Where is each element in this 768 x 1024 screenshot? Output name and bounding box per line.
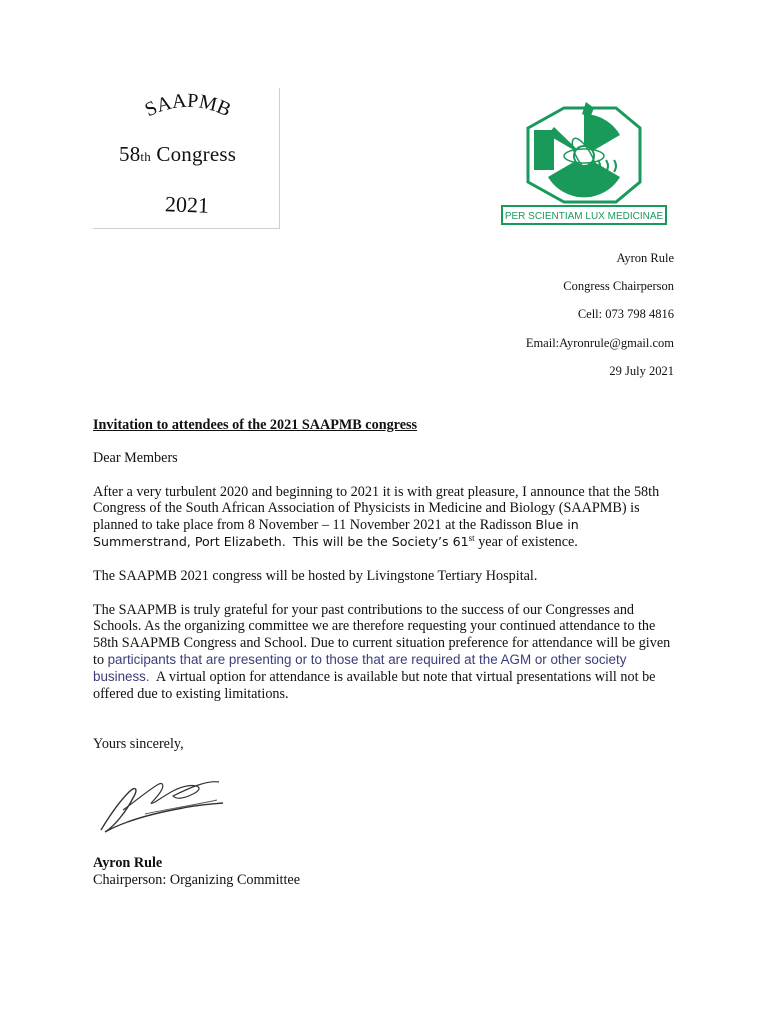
congress-word: Congress	[156, 142, 237, 166]
paragraph-3	[93, 602, 678, 703]
emblem-block	[534, 130, 554, 170]
ordinal-suffix: st	[468, 532, 475, 543]
congress-suffix: th	[140, 149, 151, 164]
congress-logo	[93, 88, 280, 229]
sender-cell: Cell: 073 798 4816	[577, 307, 674, 322]
paragraph-1	[93, 484, 678, 551]
paragraph-2: The SAAPMB 2021 congress will be hosted by Livingstone Tertiary Hospital.	[93, 567, 538, 584]
signer-block	[93, 855, 300, 889]
arc-title-graphic	[93, 88, 279, 148]
paragraph-3-highlight: participants that are presenting or to those that are required at the AGM or other society business.	[93, 651, 627, 684]
congress-title	[119, 142, 236, 167]
salutation: Dear Members	[93, 449, 178, 466]
sender-block	[526, 244, 674, 385]
sender-name: Ayron Rule	[616, 251, 674, 265]
letter-subject: Invitation to attendees of the 2021 SAAPMB congress	[93, 417, 418, 433]
sender-email: Email:Ayronrule@gmail.com	[525, 335, 674, 350]
signer-name: Ayron Rule	[93, 855, 163, 871]
signer-role: Chairperson: Organizing Committee	[93, 872, 300, 888]
paragraph-3-text-b: A virtual option for attendance is available but note that virtual presentations will not be offered due to existing limitations.	[93, 668, 656, 702]
emblem-motto: PER SCIENTIAM LUX MEDICINAE	[504, 211, 664, 222]
letter-date: 29 July 2021	[609, 363, 674, 378]
arc-title-text	[142, 90, 234, 122]
arc-title: SAAPMB	[141, 89, 235, 122]
paragraph-1-venue: Blue in Summerstrand, Port Elizabeth.	[93, 517, 579, 549]
congress-year: 2021	[164, 191, 210, 218]
signature-graphic	[93, 770, 233, 840]
paragraph-1-text: After a very turbulent 2020 and beginning to 2021 it is with great pleasure, I announce that the 58th Congress of the South African Association of Physicists in Medicine and Biology (SAAPMB) is planned to take place from 8 November – 11 November 2021 at the Radisson	[93, 483, 660, 534]
paragraph-1-society: This will be the Society’s 61	[292, 533, 469, 549]
signature-stroke-2	[123, 782, 219, 810]
congress-number: 58	[119, 142, 141, 166]
letter-body	[93, 417, 678, 753]
paragraph-3-text-a: The SAAPMB is truly grateful for your past contributions to the success of our Congresses and Schools. As the organizing committee we are therefore requesting your continued attendance to the 58th SAAPMB Congress and School. Due to current situation preference for attendance will be given to	[93, 601, 671, 668]
paragraph-1-end: year of existence.	[478, 533, 578, 550]
closing: Yours sincerely,	[93, 736, 184, 753]
society-emblem	[498, 94, 672, 228]
sender-title: Congress Chairperson	[563, 279, 674, 294]
